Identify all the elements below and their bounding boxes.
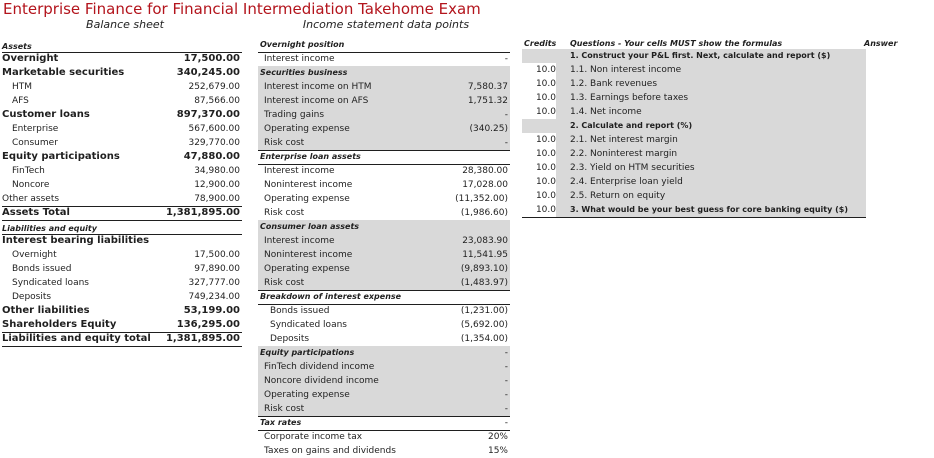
income-statement-row	[258, 276, 510, 291]
balance-sheet-value: 327,777.00	[188, 278, 240, 288]
income-statement-row	[258, 318, 510, 332]
balance-sheet-label: Liabilities and equity	[2, 224, 97, 233]
question-text: 1.3. Earnings before taxes	[570, 93, 689, 103]
income-statement-label: Interest income on HTM	[264, 82, 372, 92]
question-credits: 10.0	[522, 133, 556, 147]
income-statement-label: Consumer loan assets	[260, 222, 360, 231]
income-statement-value: -	[504, 362, 508, 372]
answer-cell[interactable]	[864, 91, 866, 105]
income-statement-row	[258, 248, 510, 262]
income-statement-value: (9,893.10)	[460, 264, 508, 274]
answer-cell[interactable]	[864, 119, 866, 133]
income-statement-label: Operating expense	[264, 264, 350, 274]
balance-sheet-label: Deposits	[12, 292, 52, 302]
question-row	[522, 147, 866, 161]
income-statement-row	[258, 164, 510, 178]
balance-sheet-value: 252,679.00	[188, 82, 240, 92]
answer-header: Answer	[864, 39, 898, 48]
balance-sheet-row	[2, 136, 242, 150]
question-row	[522, 105, 866, 120]
balance-sheet-row	[2, 94, 242, 108]
income-statement-label: Syndicated loans	[270, 320, 347, 330]
question-text: 1.4. Net income	[570, 107, 642, 117]
question-row	[522, 49, 866, 63]
income-statement-value: 23,083.90	[462, 236, 508, 246]
answer-cell[interactable]	[864, 49, 866, 63]
answer-cell[interactable]	[864, 63, 866, 77]
answer-cell[interactable]	[864, 203, 866, 217]
question-credits: 10.0	[522, 105, 556, 119]
income-statement-label: Tax rates	[260, 418, 302, 427]
income-statement-row	[258, 192, 510, 206]
balance-sheet-value: 136,295.00	[176, 319, 240, 330]
balance-sheet-value: 78,900.00	[194, 194, 240, 204]
income-statement-row	[258, 136, 510, 151]
balance-sheet-row	[2, 262, 242, 276]
balance-sheet-value: 34,980.00	[194, 166, 240, 176]
income-statement-label: Operating expense	[264, 124, 350, 134]
income-statement-value: 1,751.32	[467, 96, 508, 106]
question-text: 1. Construct your P&L first. Next, calculate and report ($)	[570, 51, 831, 60]
balance-sheet-label: Overnight	[12, 250, 57, 260]
income-statement-label: Noncore dividend income	[264, 376, 379, 386]
income-statement-label: Operating expense	[264, 390, 350, 400]
income-statement-label: Interest income	[264, 54, 335, 64]
income-statement-row	[258, 234, 510, 248]
answer-cell[interactable]	[864, 161, 866, 175]
balance-sheet-row	[2, 80, 242, 94]
income-statement-row	[258, 332, 510, 347]
question-credits: 10.0	[522, 91, 556, 105]
balance-sheet-value: 1,381,895.00	[165, 207, 240, 218]
income-statement-value: -	[504, 418, 508, 428]
balance-sheet-value: 897,370.00	[176, 109, 240, 120]
balance-sheet-row	[2, 234, 242, 248]
balance-sheet-row	[2, 304, 242, 318]
balance-sheet-row	[2, 318, 242, 333]
income-statement-label: FinTech dividend income	[264, 362, 375, 372]
income-statement-row	[258, 206, 510, 221]
balance-sheet-label: Noncore	[12, 180, 50, 190]
balance-sheet-value: 17,500.00	[194, 250, 240, 260]
income-statement-row	[258, 290, 510, 305]
income-statement-row	[258, 444, 510, 458]
income-statement-row	[258, 178, 510, 192]
income-statement-row	[258, 52, 510, 67]
question-credits: 10.0	[522, 77, 556, 91]
income-statement-value: 15%	[487, 446, 508, 456]
income-statement-value: 7,580.37	[467, 82, 508, 92]
income-statement-row	[258, 150, 510, 165]
question-row	[522, 161, 866, 175]
income-statement-label: Enterprise loan assets	[260, 152, 361, 161]
income-statement-value: (1,483.97)	[460, 278, 508, 288]
income-statement-row	[258, 122, 510, 136]
answer-cell[interactable]	[864, 147, 866, 161]
question-row	[522, 91, 866, 105]
balance-sheet-label: Other assets	[2, 194, 60, 204]
balance-sheet-label: Interest bearing liabilities	[2, 235, 150, 246]
question-credits: 10.0	[522, 189, 556, 203]
balance-sheet-value: 17,500.00	[183, 53, 240, 64]
income-statement-label: Trading gains	[264, 110, 325, 120]
question-text: 2.3. Yield on HTM securities	[570, 163, 695, 173]
question-row	[522, 203, 866, 218]
income-statement-row	[258, 38, 510, 53]
income-statement-value: (340.25)	[469, 124, 508, 134]
balance-sheet-row	[2, 206, 242, 221]
income-statement-label: Deposits	[270, 334, 310, 344]
balance-sheet-row	[2, 192, 242, 207]
balance-sheet-row	[2, 164, 242, 178]
answer-cell[interactable]	[864, 77, 866, 91]
income-statement-value: -	[504, 54, 508, 64]
income-statement-label: Breakdown of interest expense	[260, 292, 402, 301]
balance-sheet-label: Overnight	[2, 53, 59, 64]
income-statement-label: Bonds issued	[270, 306, 330, 316]
credits-header: Credits	[524, 39, 557, 48]
question-credits: 10.0	[522, 147, 556, 161]
income-statement-value: -	[504, 138, 508, 148]
balance-sheet-value: 12,900.00	[194, 180, 240, 190]
income-statement-label: Interest income on AFS	[264, 96, 369, 106]
balance-sheet-row	[2, 66, 242, 80]
question-text: 1.2. Bank revenues	[570, 79, 658, 89]
balance-sheet-label: Customer loans	[2, 109, 90, 120]
income-statement-value: 11,541.95	[462, 250, 508, 260]
income-statement-value: (1,354.00)	[460, 334, 508, 344]
income-statement-label: Risk cost	[264, 278, 305, 288]
answer-cell[interactable]	[864, 175, 866, 189]
income-statement-row	[258, 262, 510, 276]
balance-sheet-label: Liabilities and equity total	[2, 333, 151, 344]
income-statement-value: (5,692.00)	[460, 320, 508, 330]
income-statement-row	[258, 346, 510, 361]
income-statement-row	[258, 402, 510, 417]
question-text: 2.5. Return on equity	[570, 191, 666, 201]
question-text: 2.1. Net interest margin	[570, 135, 678, 145]
income-statement-value: -	[504, 348, 508, 358]
balance-sheet-row	[2, 108, 242, 122]
income-statement-header: Income statement data points	[302, 18, 470, 31]
income-statement-row	[258, 304, 510, 318]
answer-cell[interactable]	[864, 189, 866, 203]
income-statement-label: Corporate income tax	[264, 432, 363, 442]
income-statement-label: Equity participations	[260, 348, 355, 357]
income-statement-label: Taxes on gains and dividends	[264, 446, 396, 456]
income-statement-row	[258, 80, 510, 94]
income-statement-value: 17,028.00	[462, 180, 508, 190]
income-statement-value: (1,231.00)	[460, 306, 508, 316]
balance-sheet-label: Shareholders Equity	[2, 319, 117, 330]
balance-sheet-label: Other liabilities	[2, 305, 90, 316]
balance-sheet-label: FinTech	[12, 166, 45, 176]
balance-sheet-label: Equity participations	[2, 151, 120, 162]
balance-sheet-value: 53,199.00	[183, 305, 240, 316]
balance-sheet-row	[2, 178, 242, 192]
balance-sheet-label: Consumer	[12, 138, 58, 148]
balance-sheet-row	[2, 52, 242, 66]
income-statement-row	[258, 430, 510, 444]
question-credits: 10.0	[522, 63, 556, 77]
income-statement-value: (1,986.60)	[460, 208, 508, 218]
income-statement-value: -	[504, 110, 508, 120]
balance-sheet-label: Enterprise	[12, 124, 59, 134]
question-text: 2.2. Noninterest margin	[570, 149, 678, 159]
income-statement-row	[258, 388, 510, 402]
balance-sheet-value: 87,566.00	[194, 96, 240, 106]
balance-sheet-row	[2, 290, 242, 304]
income-statement-row	[258, 66, 510, 81]
question-credits: 10.0	[522, 175, 556, 189]
balance-sheet-row	[2, 248, 242, 262]
answer-cell[interactable]	[864, 105, 866, 119]
balance-sheet-row	[2, 122, 242, 136]
balance-sheet-label: Marketable securities	[2, 67, 125, 78]
question-row	[522, 77, 866, 91]
income-statement-value: -	[504, 404, 508, 414]
balance-sheet-value: 567,600.00	[188, 124, 240, 134]
balance-sheet-row	[2, 150, 242, 164]
income-statement-label: Noninterest income	[264, 180, 353, 190]
balance-sheet-value: 97,890.00	[194, 264, 240, 274]
income-statement-value: -	[504, 390, 508, 400]
balance-sheet-label: Assets Total	[2, 207, 70, 218]
questions-header: Questions - Your cells MUST show the formulas	[570, 39, 783, 48]
income-statement-label: Risk cost	[264, 404, 305, 414]
income-statement-value: -	[504, 376, 508, 386]
income-statement-value: (11,352.00)	[455, 194, 508, 204]
income-statement-label: Risk cost	[264, 138, 305, 148]
question-credits: 10.0	[522, 161, 556, 175]
balance-sheet-label: HTM	[12, 82, 33, 92]
balance-sheet-label: Syndicated loans	[12, 278, 89, 288]
question-row	[522, 175, 866, 189]
income-statement-row	[258, 416, 510, 431]
balance-sheet-value: 1,381,895.00	[165, 333, 240, 344]
income-statement-value: 20%	[487, 432, 508, 442]
income-statement-label: Risk cost	[264, 208, 305, 218]
income-statement-row	[258, 360, 510, 374]
income-statement-label: Interest income	[264, 236, 335, 246]
balance-sheet-row	[2, 332, 242, 347]
question-row	[522, 63, 866, 77]
income-statement-row	[258, 374, 510, 388]
question-text: 3. What would be your best guess for core banking equity ($)	[570, 205, 848, 214]
question-text: 2. Calculate and report (%)	[570, 121, 693, 130]
page-title: Enterprise Finance for Financial Intermediation Takehome Exam	[3, 0, 481, 18]
income-statement-label: Interest income	[264, 166, 335, 176]
income-statement-row	[258, 108, 510, 122]
income-statement-row	[258, 220, 510, 235]
balance-sheet-value: 47,880.00	[183, 151, 240, 162]
balance-sheet-value: 340,245.00	[176, 67, 240, 78]
income-statement-label: Overnight position	[260, 40, 345, 49]
balance-sheet-label: Assets	[2, 42, 32, 51]
question-text: 2.4. Enterprise loan yield	[570, 177, 683, 187]
income-statement-label: Operating expense	[264, 194, 350, 204]
income-statement-label: Securities business	[260, 68, 348, 77]
income-statement-value: 28,380.00	[462, 166, 508, 176]
balance-sheet-value: 329,770.00	[188, 138, 240, 148]
question-row	[522, 119, 866, 133]
balance-sheet-label: Bonds issued	[12, 264, 72, 274]
answer-cell[interactable]	[864, 133, 866, 147]
question-credits: 10.0	[522, 203, 556, 217]
question-row	[522, 133, 866, 147]
balance-sheet-header: Balance sheet	[86, 18, 164, 31]
balance-sheet-value: 749,234.00	[188, 292, 240, 302]
question-text: 1.1. Non interest income	[570, 65, 682, 75]
question-row	[522, 189, 866, 204]
income-statement-row	[258, 94, 510, 108]
income-statement-label: Noninterest income	[264, 250, 353, 260]
balance-sheet-label: AFS	[12, 96, 29, 106]
balance-sheet-row	[2, 276, 242, 290]
